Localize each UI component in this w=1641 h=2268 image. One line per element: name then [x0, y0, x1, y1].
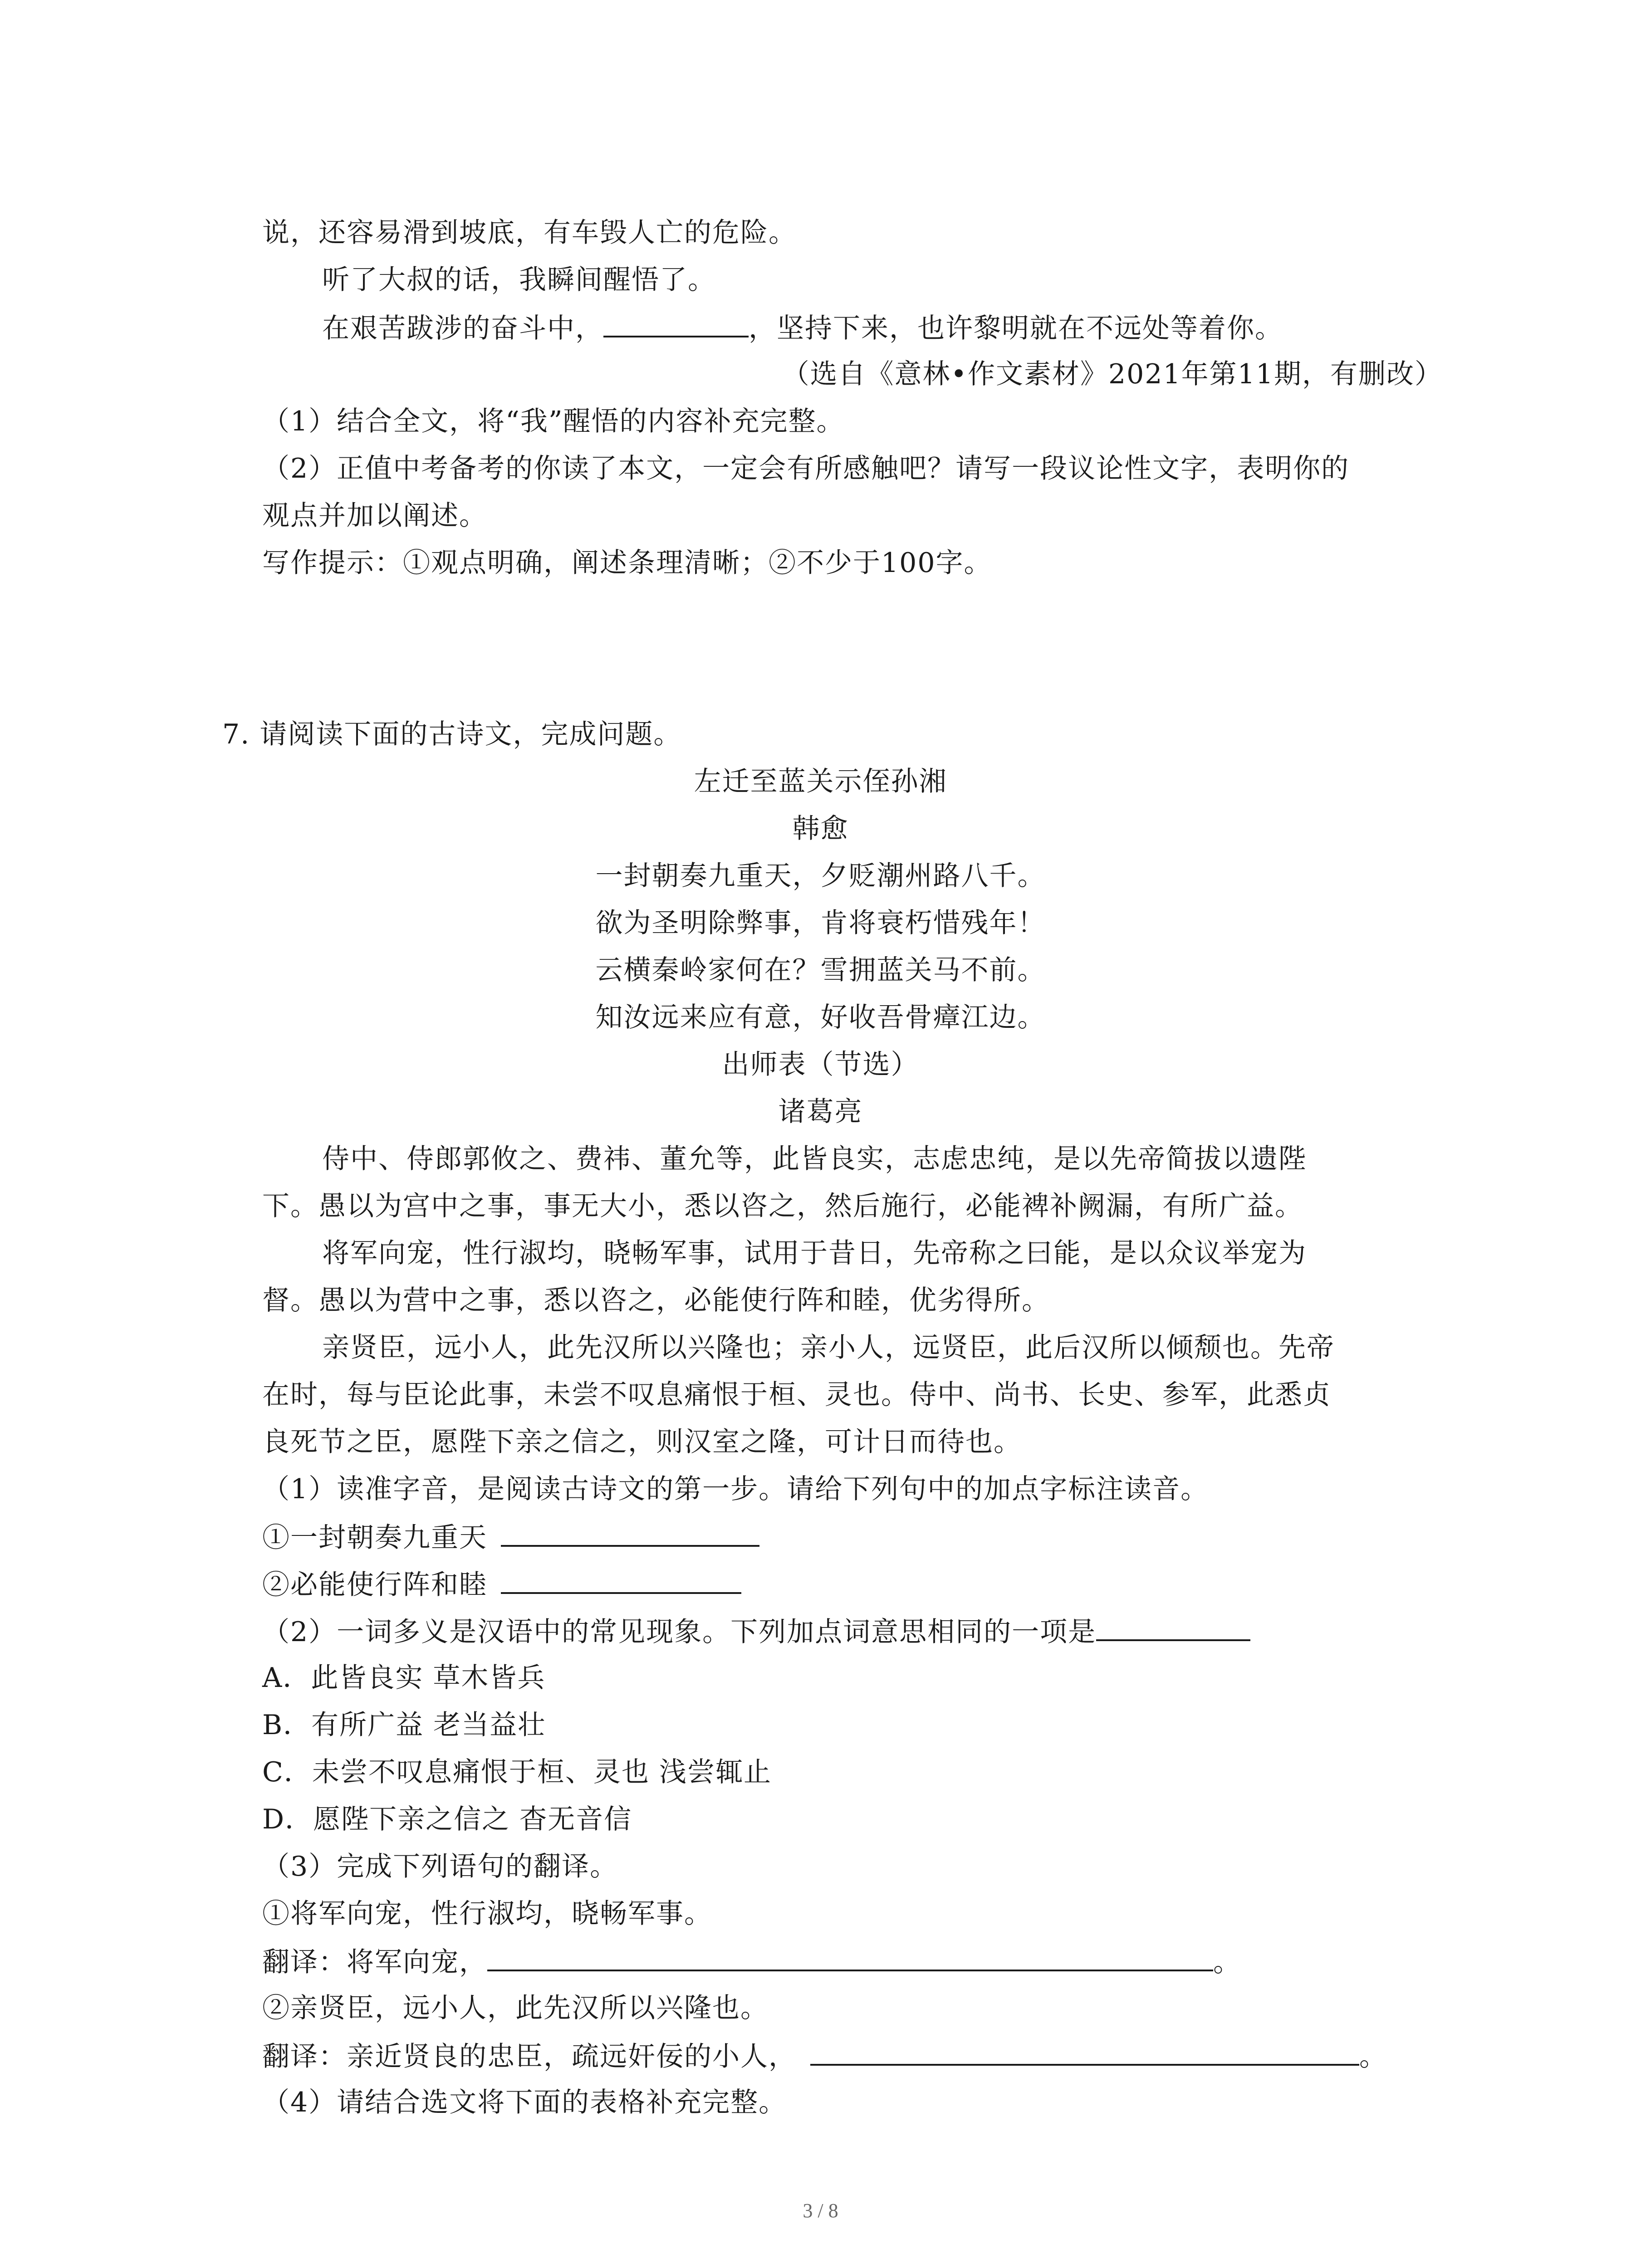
prose-author: 诸葛亮 — [778, 1096, 863, 1128]
prose-line: 良死节之臣，愿陛下亲之信之，则汉室之隆，可计日而待也。 — [262, 1426, 1022, 1458]
story-line — [322, 309, 1283, 346]
prose-line: 侍中、侍郎郭攸之、费祎、董允等，此皆良实，志虑忠纯，是以先帝简拔以遗陛 — [322, 1143, 1307, 1175]
pinyin-item — [262, 1519, 759, 1555]
question-text — [262, 1613, 1250, 1650]
poem-line: 一封朝奏九重天，夕贬潮州路八千。 — [595, 860, 1046, 892]
story-text: ，坚持下来，也许黎明就在不远处等着你。 — [749, 313, 1283, 344]
option-c[interactable]: C．未尝不叹息痛恨于桓、灵也 浅尝辄止 — [262, 1756, 772, 1788]
pinyin-prompt: ②必能使行阵和睦 — [262, 1569, 487, 1601]
answer-blank[interactable] — [1096, 1613, 1250, 1641]
option-d[interactable]: D．愿陛下亲之信之 杳无音信 — [262, 1804, 632, 1835]
answer-blank[interactable] — [501, 1566, 741, 1594]
source-note: （选自《意林•作文素材》2021年第11期，有删改） — [782, 358, 1443, 390]
translation-source: ①将军向宠，性行淑均，晓畅军事。 — [262, 1898, 712, 1930]
writing-hint: 写作提示：①观点明确，阐述条理清晰；②不少于100字。 — [262, 547, 992, 579]
prose-line: 在时，每与臣论此事，未尝不叹息痛恨于桓、灵也。侍中、尚书、长史、参军，此悉贞 — [262, 1379, 1331, 1411]
translation-answer — [262, 1943, 1241, 1980]
story-line: 听了大叔的话，我瞬间醒悟了。 — [322, 264, 716, 296]
story-text: 在艰苦跋涉的奋斗中， — [322, 313, 603, 344]
prose-title: 出师表（节选） — [722, 1049, 919, 1080]
poem-line: 云横秦岭家何在？雪拥蓝关马不前。 — [595, 954, 1046, 986]
question-text: （1）结合全文，将“我”醒悟的内容补充完整。 — [262, 406, 845, 437]
poem-author: 韩愈 — [792, 813, 849, 845]
pinyin-prompt: ①一封朝奏九重天 — [262, 1522, 487, 1554]
question-text: 观点并加以阐述。 — [262, 500, 487, 532]
translation-prefix: 翻译：亲近贤良的忠臣，疏远奸佞的小人， — [262, 2041, 797, 2072]
translation-answer — [262, 2038, 1387, 2074]
prose-line: 亲贤臣，远小人，此先汉所以兴隆也；亲小人，远贤臣，此后汉所以倾颓也。先帝 — [322, 1332, 1335, 1364]
prose-line: 督。愚以为营中之事，悉以咨之，必能使行阵和睦，优劣得所。 — [262, 1285, 1050, 1316]
prose-line: 下。愚以为宫中之事，事无大小，悉以咨之，然后施行，必能裨补阙漏，有所广益。 — [262, 1190, 1303, 1222]
option-b[interactable]: B．有所广益 老当益壮 — [262, 1709, 546, 1741]
question-text: （2）正值中考备考的你读了本文，一定会有所感触吧？请写一段议论性文字，表明你的 — [262, 453, 1350, 484]
answer-blank[interactable] — [501, 1519, 759, 1547]
story-line: 说，还容易滑到坡底，有车毁人亡的危险。 — [262, 217, 797, 249]
poem-title: 左迁至蓝关示侄孙湘 — [694, 766, 947, 797]
page-number: 3 / 8 — [803, 2200, 838, 2222]
period: 。 — [1213, 1946, 1241, 1978]
question-stem: 7. 请阅读下面的古诗文，完成问题。 — [222, 719, 682, 750]
poem-line: 知汝远来应有意，好收吾骨瘴江边。 — [595, 1002, 1046, 1033]
prose-line: 将军向宠，性行淑均，晓畅军事，试用于昔日，先帝称之曰能，是以众议举宠为 — [322, 1237, 1307, 1269]
answer-blank[interactable] — [810, 2038, 1359, 2066]
question-text: （3）完成下列语句的翻译。 — [262, 1851, 618, 1882]
option-a[interactable]: A．此皆良实 草木皆兵 — [262, 1662, 546, 1694]
period: 。 — [1359, 2041, 1387, 2072]
question-text: （4）请结合选文将下面的表格补充完整。 — [262, 2087, 787, 2118]
answer-blank[interactable] — [487, 1943, 1213, 1971]
answer-blank[interactable] — [603, 309, 749, 337]
question-text: （1）读准字音，是阅读古诗文的第一步。请给下列句中的加点字标注读音。 — [262, 1473, 1209, 1505]
question-prompt: （2）一词多义是汉语中的常见现象。下列加点词意思相同的一项是 — [262, 1616, 1097, 1648]
translation-prefix: 翻译：将军向宠， — [262, 1946, 487, 1978]
translation-source: ②亲贤臣，远小人，此先汉所以兴隆也。 — [262, 1992, 769, 2024]
poem-line: 欲为圣明除弊事，肯将衰朽惜残年！ — [595, 907, 1046, 939]
pinyin-item — [262, 1566, 741, 1603]
